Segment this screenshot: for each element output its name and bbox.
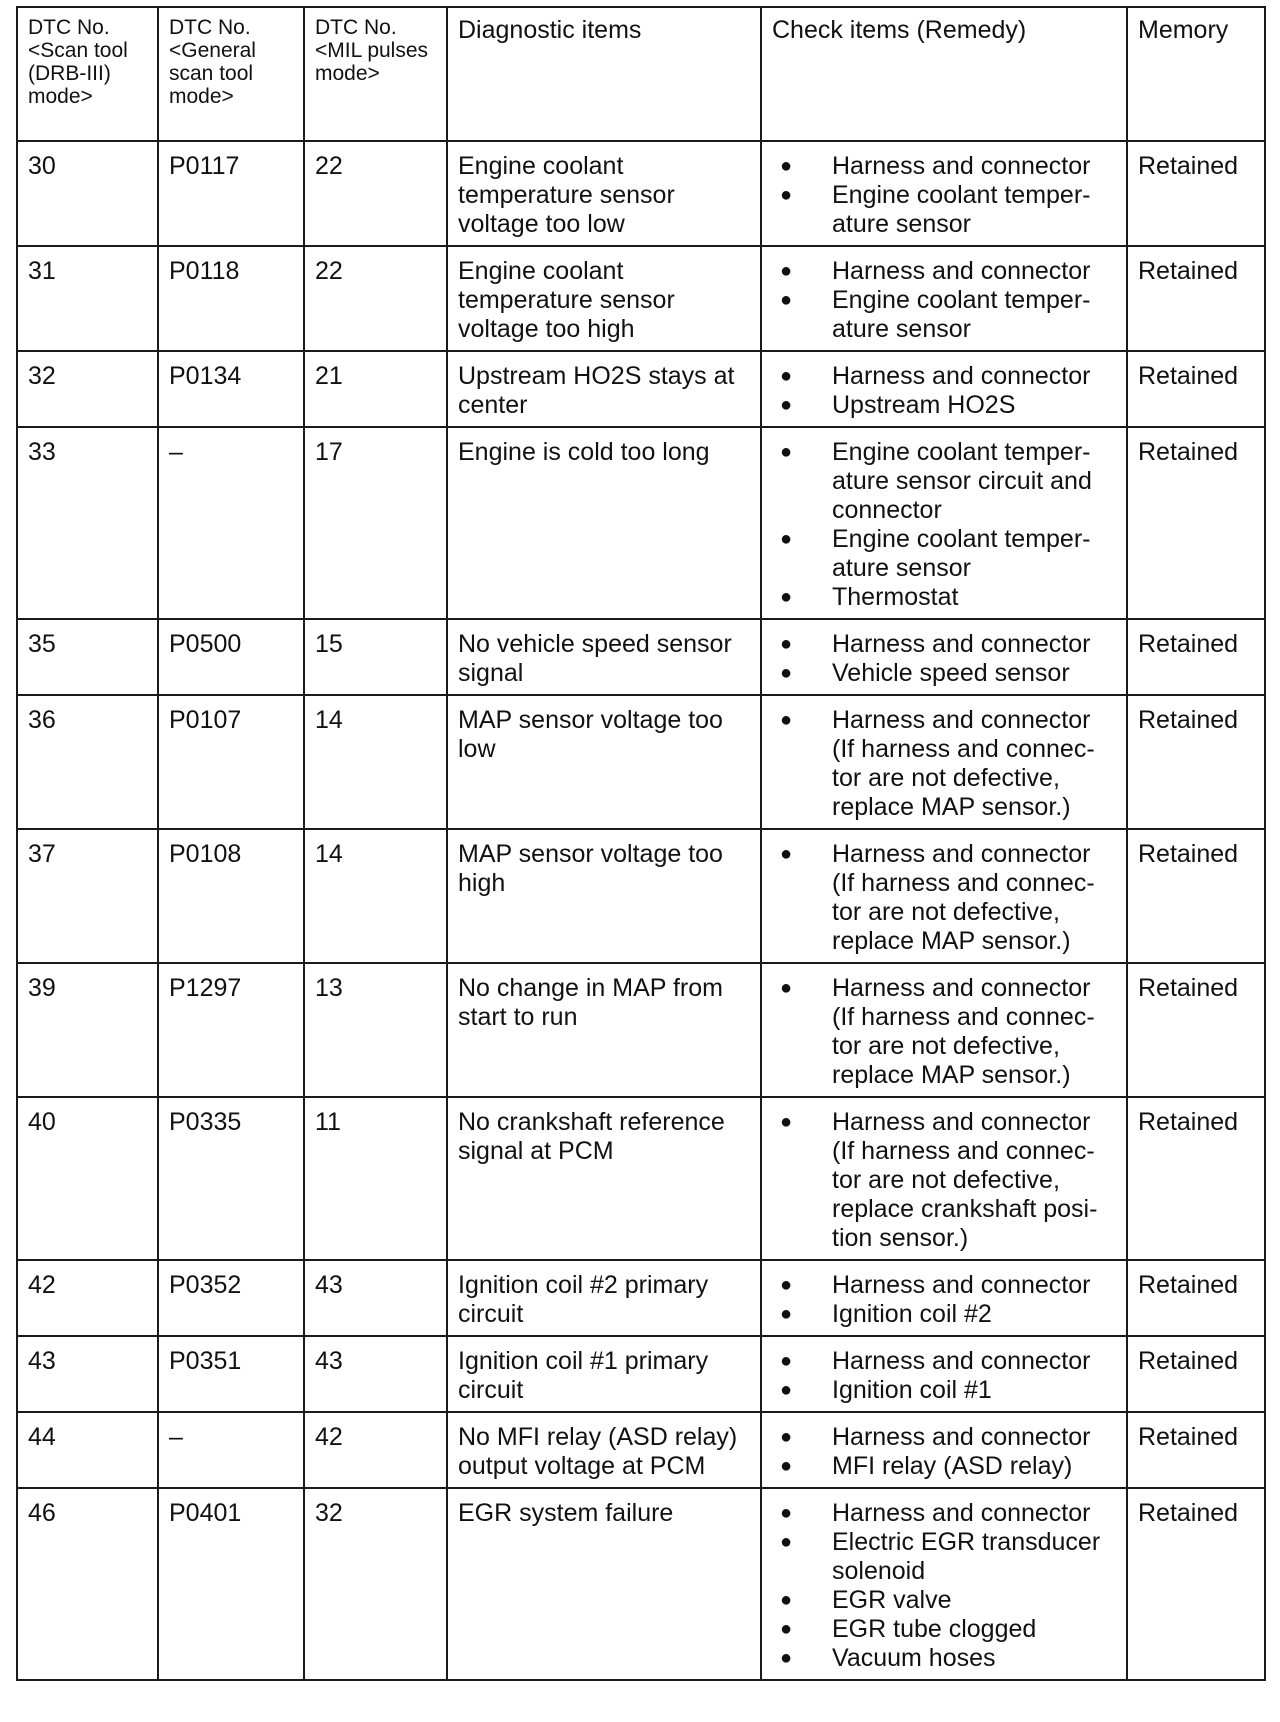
memory-status: Retained	[1127, 246, 1265, 351]
check-item	[772, 1300, 1118, 1329]
check-item	[772, 583, 1118, 612]
bullet-icon: ●	[780, 662, 793, 684]
diagnostic-item: Engine is cold too long	[447, 427, 761, 619]
diagnostic-item: No vehicle speed sensor signal	[447, 619, 761, 695]
dtc-general-code: –	[158, 1412, 304, 1488]
bullet-icon: ●	[780, 365, 793, 387]
header-diagnostic-items: Diagnostic items	[447, 7, 761, 141]
check-item-text: Harness and connector	[832, 1347, 1091, 1375]
check-item-text: Harness and connector	[832, 257, 1091, 285]
diagnostic-item: No crankshaft reference signal at PCM	[447, 1097, 761, 1260]
table-row	[17, 246, 1265, 351]
check-item-text: Harness and connector (If harness and connec-tor are not defective, replace MAP sensor.)	[832, 706, 1095, 821]
check-item	[772, 840, 1118, 956]
header-check-items: Check items (Remedy)	[761, 7, 1127, 141]
dtc-mil-code: 43	[304, 1260, 447, 1336]
check-item-text: Harness and connector	[832, 1271, 1091, 1299]
check-item-text: Engine coolant temper-ature sensor	[832, 286, 1091, 343]
check-items-list	[772, 1423, 1118, 1481]
bullet-icon: ●	[780, 1647, 793, 1669]
check-item-text: Electric EGR transducer solenoid	[832, 1528, 1101, 1585]
bullet-icon: ●	[780, 1274, 793, 1296]
check-item-text: Harness and connector	[832, 1499, 1091, 1527]
check-item-text: Ignition coil #1	[832, 1376, 992, 1404]
memory-status: Retained	[1127, 141, 1265, 246]
dtc-mil-code: 14	[304, 695, 447, 829]
memory-status: Retained	[1127, 1336, 1265, 1412]
check-items-list	[772, 974, 1118, 1090]
bullet-icon: ●	[780, 1379, 793, 1401]
memory-status: Retained	[1127, 695, 1265, 829]
dtc-general-code: P0108	[158, 829, 304, 963]
bullet-icon: ●	[780, 1111, 793, 1133]
dtc-general-code: P0118	[158, 246, 304, 351]
dtc-scan-tool-code: 44	[17, 1412, 158, 1488]
check-item-text: Engine coolant temper-ature sensor circuit and connector	[832, 438, 1092, 524]
check-item	[772, 974, 1118, 1090]
dtc-scan-tool-code: 39	[17, 963, 158, 1097]
dtc-general-code: –	[158, 427, 304, 619]
check-items-cell	[761, 141, 1127, 246]
dtc-scan-tool-code: 30	[17, 141, 158, 246]
check-items-cell	[761, 695, 1127, 829]
dtc-scan-tool-code: 37	[17, 829, 158, 963]
check-item	[772, 391, 1118, 420]
check-items-cell	[761, 829, 1127, 963]
dtc-mil-code: 21	[304, 351, 447, 427]
check-item-text: Harness and connector	[832, 1423, 1091, 1451]
check-item-text: EGR valve	[832, 1586, 952, 1614]
check-items-cell	[761, 1336, 1127, 1412]
check-item	[772, 1108, 1118, 1253]
check-item	[772, 1499, 1118, 1528]
check-item	[772, 1615, 1118, 1644]
check-item-text: Harness and connector (If harness and connec-tor are not defective, replace MAP sensor.)	[832, 840, 1095, 955]
dtc-general-code: P0401	[158, 1488, 304, 1680]
check-item	[772, 438, 1118, 525]
dtc-scan-tool-code: 31	[17, 246, 158, 351]
diagnostic-item: EGR system failure	[447, 1488, 761, 1680]
diagnostic-item: Engine coolant temperature sensor voltage too low	[447, 141, 761, 246]
check-items-list	[772, 257, 1118, 344]
memory-status: Retained	[1127, 829, 1265, 963]
memory-status: Retained	[1127, 427, 1265, 619]
memory-status: Retained	[1127, 619, 1265, 695]
table-row	[17, 427, 1265, 619]
diagnostic-item: No change in MAP from start to run	[447, 963, 761, 1097]
dtc-scan-tool-code: 36	[17, 695, 158, 829]
dtc-scan-tool-code: 40	[17, 1097, 158, 1260]
bullet-icon: ●	[780, 709, 793, 731]
check-items-list	[772, 840, 1118, 956]
bullet-icon: ●	[780, 528, 793, 550]
check-items-cell	[761, 1412, 1127, 1488]
bullet-icon: ●	[780, 1502, 793, 1524]
dtc-table	[16, 6, 1266, 1681]
diagnostic-item: Ignition coil #2 primary circuit	[447, 1260, 761, 1336]
check-item	[772, 286, 1118, 344]
check-item-text: Harness and connector	[832, 152, 1091, 180]
check-items-list	[772, 438, 1118, 612]
dtc-general-code: P0117	[158, 141, 304, 246]
check-item	[772, 1644, 1118, 1673]
check-items-list	[772, 1347, 1118, 1405]
check-items-list	[772, 706, 1118, 822]
header-mil-pulses: DTC No. <MIL pulses mode>	[304, 7, 447, 141]
dtc-mil-code: 22	[304, 141, 447, 246]
check-items-cell	[761, 427, 1127, 619]
diagnostic-item: Upstream HO2S stays at center	[447, 351, 761, 427]
bullet-icon: ●	[780, 155, 793, 177]
bullet-icon: ●	[780, 289, 793, 311]
table-row	[17, 1260, 1265, 1336]
bullet-icon: ●	[780, 633, 793, 655]
check-items-cell	[761, 351, 1127, 427]
memory-status: Retained	[1127, 351, 1265, 427]
dtc-general-code: P0134	[158, 351, 304, 427]
check-item	[772, 630, 1118, 659]
memory-status: Retained	[1127, 963, 1265, 1097]
check-item-text: Vehicle speed sensor	[832, 659, 1070, 687]
check-item-text: Upstream HO2S	[832, 391, 1016, 419]
check-items-list	[772, 1108, 1118, 1253]
check-item	[772, 152, 1118, 181]
table-row	[17, 1336, 1265, 1412]
check-item-text: EGR tube clogged	[832, 1615, 1037, 1643]
bullet-icon: ●	[780, 1618, 793, 1640]
check-item	[772, 1376, 1118, 1405]
header-scan-tool: DTC No. <Scan tool (DRB-III) mode>	[17, 7, 158, 141]
check-items-list	[772, 152, 1118, 239]
check-item-text: Harness and connector (If harness and connec-tor are not defective, replace crankshaft posi-tion sensor.)	[832, 1108, 1098, 1252]
check-item	[772, 362, 1118, 391]
dtc-general-code: P0352	[158, 1260, 304, 1336]
diagnostic-item: MAP sensor voltage too low	[447, 695, 761, 829]
table-row	[17, 1412, 1265, 1488]
check-items-list	[772, 1271, 1118, 1329]
bullet-icon: ●	[780, 1303, 793, 1325]
check-item-text: Ignition coil #2	[832, 1300, 992, 1328]
check-item	[772, 1586, 1118, 1615]
bullet-icon: ●	[780, 1589, 793, 1611]
diagnostic-item: Engine coolant temperature sensor voltage too high	[447, 246, 761, 351]
bullet-icon: ●	[780, 1426, 793, 1448]
table-header-row	[17, 7, 1265, 141]
bullet-icon: ●	[780, 586, 793, 608]
table-body	[17, 141, 1265, 1680]
check-item-text: Thermostat	[832, 583, 959, 611]
diagnostic-item: MAP sensor voltage too high	[447, 829, 761, 963]
check-items-list	[772, 362, 1118, 420]
check-items-list	[772, 1499, 1118, 1673]
dtc-mil-code: 32	[304, 1488, 447, 1680]
dtc-general-code: P0351	[158, 1336, 304, 1412]
header-memory: Memory	[1127, 7, 1265, 141]
bullet-icon: ●	[780, 260, 793, 282]
check-item	[772, 525, 1118, 583]
check-items-cell	[761, 1097, 1127, 1260]
table-row	[17, 141, 1265, 246]
check-item	[772, 659, 1118, 688]
table-row	[17, 351, 1265, 427]
check-item-text: MFI relay (ASD relay)	[832, 1452, 1073, 1480]
bullet-icon: ●	[780, 184, 793, 206]
table-row	[17, 1097, 1265, 1260]
check-item-text: Vacuum hoses	[832, 1644, 996, 1672]
check-item	[772, 1423, 1118, 1452]
check-items-cell	[761, 246, 1127, 351]
bullet-icon: ●	[780, 1350, 793, 1372]
memory-status: Retained	[1127, 1260, 1265, 1336]
dtc-general-code: P0107	[158, 695, 304, 829]
table-row	[17, 963, 1265, 1097]
check-item-text: Engine coolant temper-ature sensor	[832, 525, 1091, 582]
check-item	[772, 181, 1118, 239]
memory-status: Retained	[1127, 1097, 1265, 1260]
bullet-icon: ●	[780, 1455, 793, 1477]
check-item	[772, 706, 1118, 822]
check-items-cell	[761, 619, 1127, 695]
check-item-text: Harness and connector	[832, 630, 1091, 658]
dtc-mil-code: 17	[304, 427, 447, 619]
check-item-text: Harness and connector	[832, 362, 1091, 390]
check-item	[772, 257, 1118, 286]
bullet-icon: ●	[780, 1531, 793, 1553]
dtc-mil-code: 43	[304, 1336, 447, 1412]
dtc-mil-code: 14	[304, 829, 447, 963]
check-items-cell	[761, 1488, 1127, 1680]
dtc-scan-tool-code: 43	[17, 1336, 158, 1412]
check-item	[772, 1347, 1118, 1376]
check-items-cell	[761, 963, 1127, 1097]
table-row	[17, 1488, 1265, 1680]
bullet-icon: ●	[780, 394, 793, 416]
memory-status: Retained	[1127, 1488, 1265, 1680]
dtc-mil-code: 11	[304, 1097, 447, 1260]
check-items-list	[772, 630, 1118, 688]
bullet-icon: ●	[780, 441, 793, 463]
dtc-general-code: P1297	[158, 963, 304, 1097]
check-item	[772, 1452, 1118, 1481]
header-general-scan-tool: DTC No. <General scan tool mode>	[158, 7, 304, 141]
diagnostic-item: No MFI relay (ASD relay) output voltage at PCM	[447, 1412, 761, 1488]
dtc-scan-tool-code: 35	[17, 619, 158, 695]
table-row	[17, 619, 1265, 695]
dtc-scan-tool-code: 33	[17, 427, 158, 619]
check-item	[772, 1271, 1118, 1300]
bullet-icon: ●	[780, 977, 793, 999]
dtc-mil-code: 15	[304, 619, 447, 695]
dtc-scan-tool-code: 32	[17, 351, 158, 427]
check-item	[772, 1528, 1118, 1586]
table-row	[17, 829, 1265, 963]
dtc-scan-tool-code: 42	[17, 1260, 158, 1336]
bullet-icon: ●	[780, 843, 793, 865]
table-row	[17, 695, 1265, 829]
dtc-mil-code: 22	[304, 246, 447, 351]
dtc-mil-code: 42	[304, 1412, 447, 1488]
dtc-general-code: P0335	[158, 1097, 304, 1260]
dtc-scan-tool-code: 46	[17, 1488, 158, 1680]
check-item-text: Engine coolant temper-ature sensor	[832, 181, 1091, 238]
memory-status: Retained	[1127, 1412, 1265, 1488]
diagnostic-item: Ignition coil #1 primary circuit	[447, 1336, 761, 1412]
check-item-text: Harness and connector (If harness and connec-tor are not defective, replace MAP sensor.)	[832, 974, 1095, 1089]
dtc-mil-code: 13	[304, 963, 447, 1097]
check-items-cell	[761, 1260, 1127, 1336]
dtc-general-code: P0500	[158, 619, 304, 695]
